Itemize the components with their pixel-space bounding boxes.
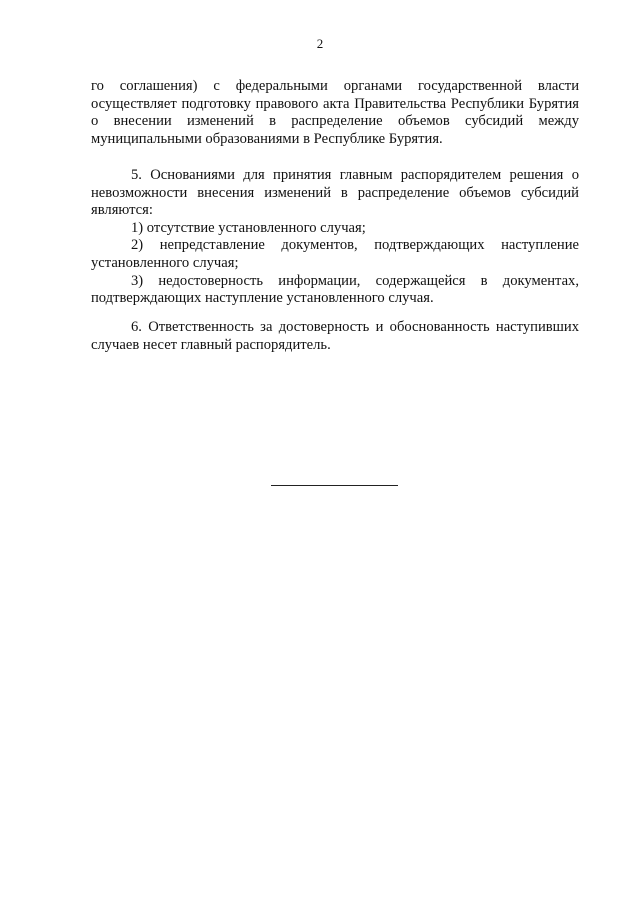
section-5-item-1: 1) отсутствие установленного случая;: [131, 219, 366, 236]
section-6-text: 6. Ответственность за достоверность и обоснованность наступивших случаев несет главный распорядитель.: [91, 319, 579, 353]
page-number: 2: [316, 36, 324, 51]
closing-separator-line: [271, 485, 398, 486]
section-5: [91, 167, 579, 308]
paragraph-continuation: го соглашения) с федеральными органами государственной власти осуществляет подготовку правового акта Правительства Республики Бурятия о внесении изменений в распределение объемов субсидий между муниципальными образованиями в Республике Бурятия.: [91, 78, 579, 147]
section-5-intro: 5. Основаниями для принятия главным распорядителем решения о невозможности внесения изменений в распределение объемов субсидий являются:: [91, 167, 579, 219]
section-5-item-2: 2) непредставление документов, подтверждающих наступление установленного случая;: [91, 237, 579, 271]
section-6: [91, 319, 579, 354]
section-5-item-3: 3) недостоверность информации, содержащейся в документах, подтверждающих наступление установленного случая.: [91, 272, 579, 307]
paragraph-continuation-block: [91, 78, 579, 148]
